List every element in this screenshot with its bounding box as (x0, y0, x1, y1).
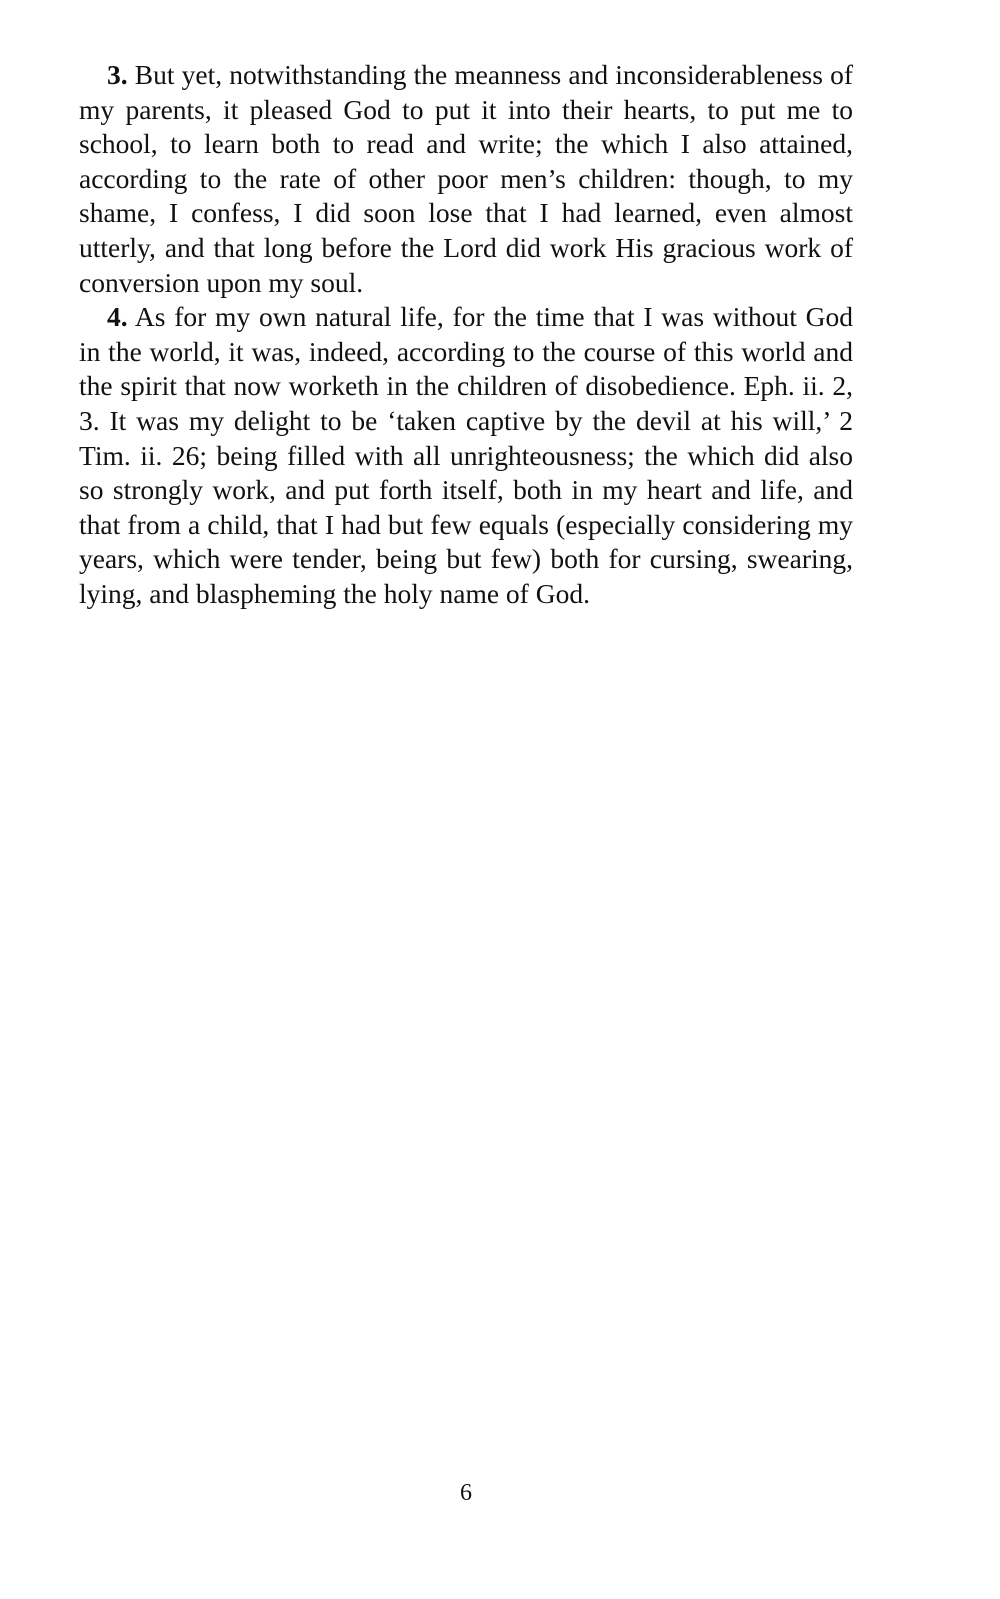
body-text (79, 58, 853, 612)
page-number: 6 (460, 1480, 472, 1506)
paragraph-text: As for my own natural life, for the time that I was without God in the world, it was, indeed, according to the course of this world and the spirit that now worketh in the children of disobedience. Eph. ii. 2, 3. It was my delight to be ‘taken captive by the devil at his will,’ 2 Tim. ii. 26; being filled with all unrighteousness; the which did also so strongly work, and put forth itself, both in my heart and life, and that from a child, that I had but few equals (especially considering my years, which were tender, being but few) both for cursing, swearing, lying, and blaspheming the holy name of God. (79, 301, 853, 609)
paragraph-number: 4. (107, 301, 128, 333)
paragraph-3 (79, 58, 853, 300)
paragraph-number: 3. (107, 59, 128, 90)
paragraph-4 (79, 300, 853, 611)
paragraph-text: But yet, notwithstanding the meanness and inconsiderableness of my parents, it pleased God to put it into their hearts, to put me to school, to learn both to read and write; the which I also attained, according to the rate of other poor men’s children: though, to my shame, I confess, I did soon lose that I had learned, even almost utterly, and that long before the Lord did work His gracious work of conversion upon my soul. (79, 59, 853, 298)
